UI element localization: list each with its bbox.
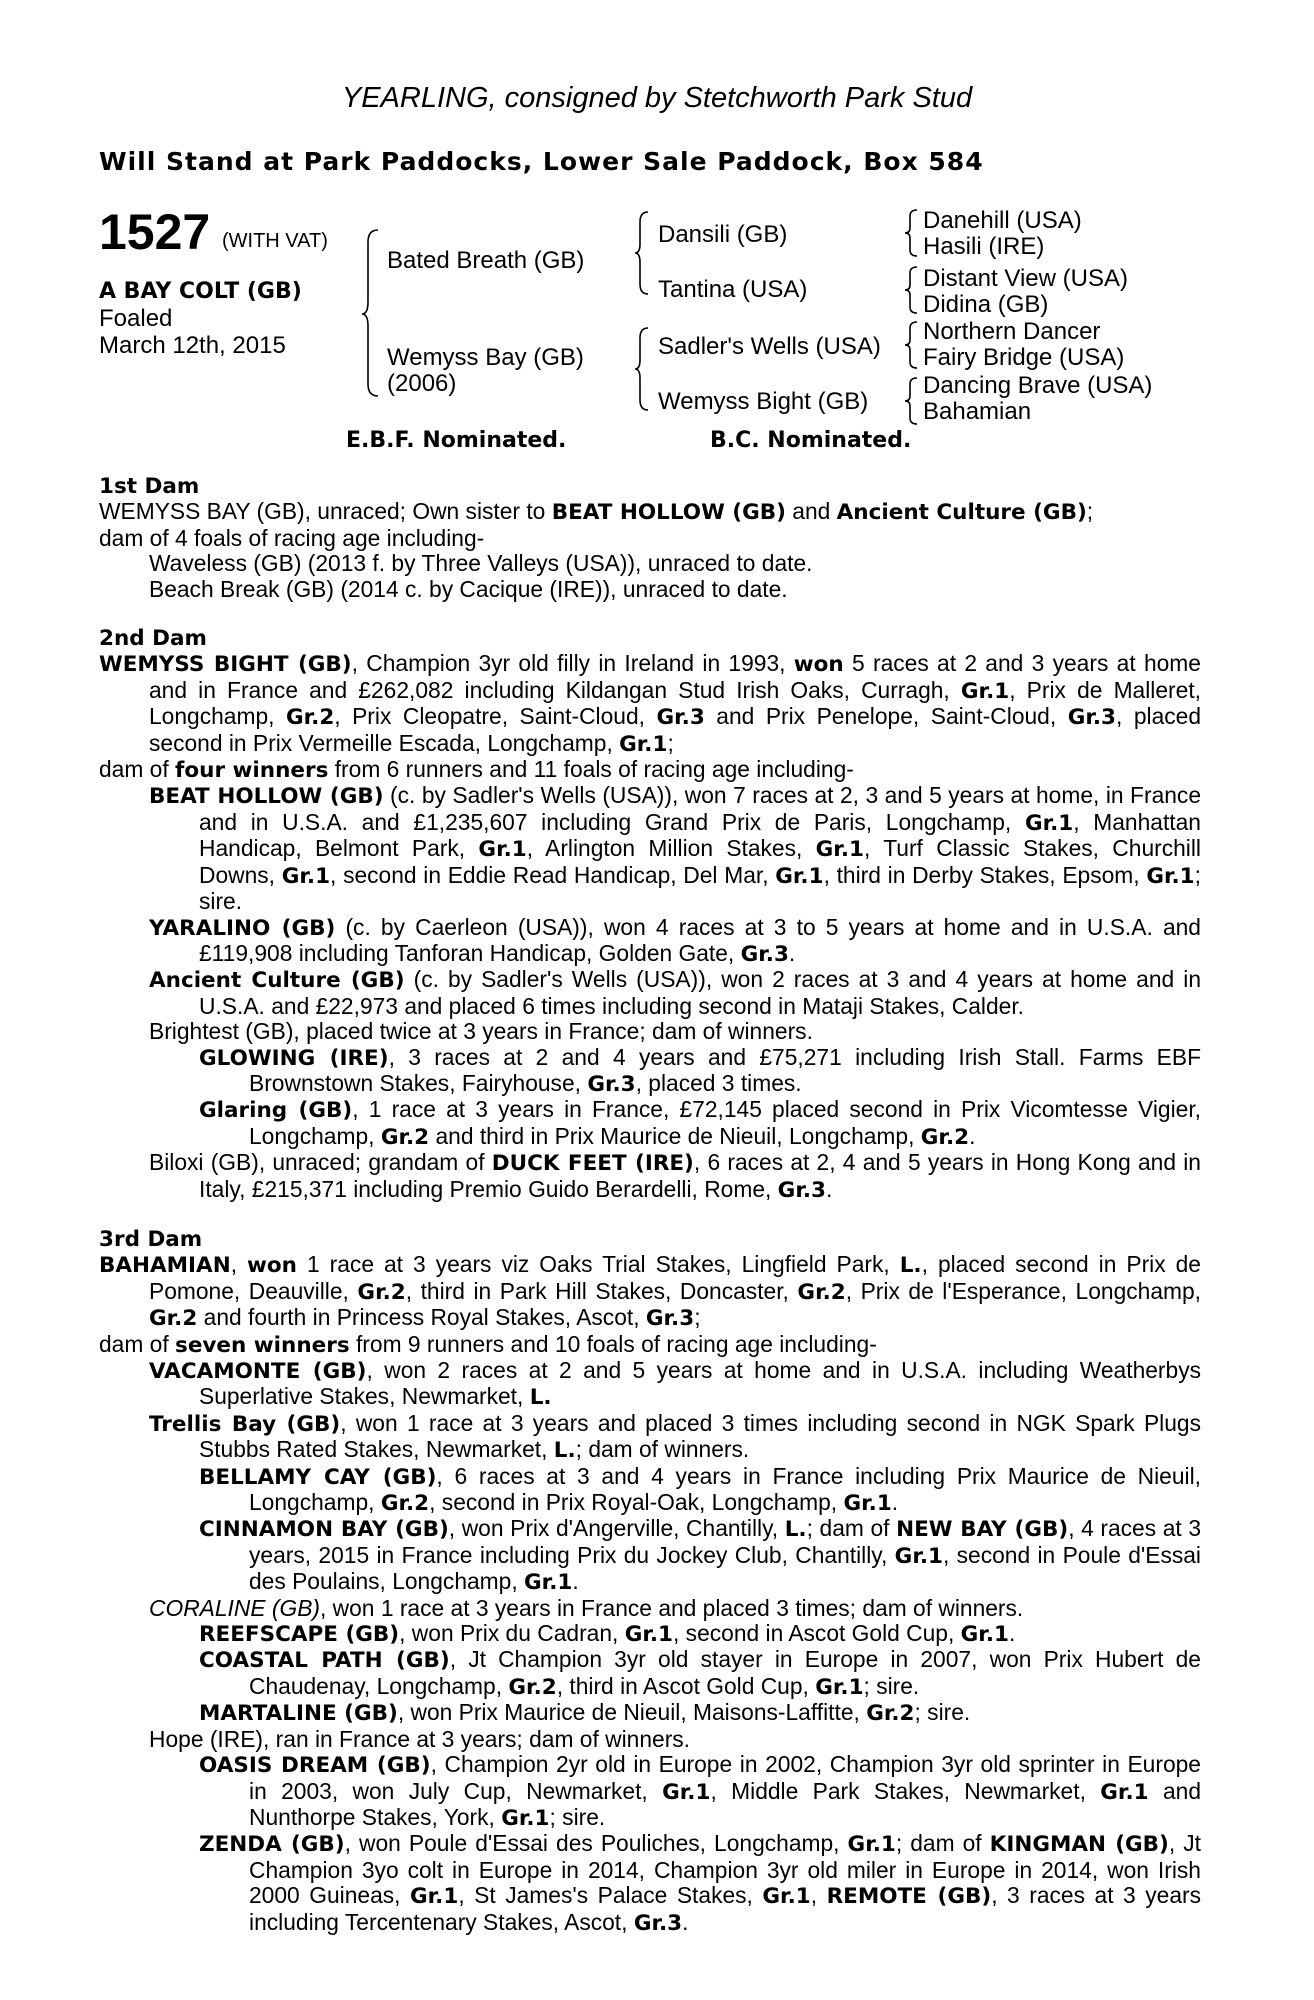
pedigree-brace-sire bbox=[634, 210, 658, 296]
bc-nominated: B.C. Nominated. bbox=[710, 428, 912, 453]
bold-text: Gr.1 bbox=[894, 1543, 943, 1569]
bold-text: Gr.2 bbox=[508, 1674, 557, 1700]
text-run: 1 race at 3 years viz Oaks Trial Stakes, Lingfield Park, bbox=[296, 1251, 900, 1278]
pedigree-g8: Bahamian bbox=[923, 398, 1032, 425]
text-run: ; dam of bbox=[806, 1515, 897, 1542]
text-run: . bbox=[572, 1568, 579, 1595]
text-run: , third in Derby Stakes, Epsom, bbox=[823, 861, 1147, 888]
text-run: , 4 races at 3 years, 2015 in France including Prix du Jockey Club, Chantilly, bbox=[249, 1515, 1202, 1568]
text-run: WEMYSS BAY (GB), unraced; Own sister to bbox=[99, 498, 552, 525]
pedigree-paragraph bbox=[99, 499, 1201, 525]
bold-text: Gr.1 bbox=[847, 1832, 896, 1858]
text-run: , Champion 3yr old filly in Ireland in 1993, bbox=[351, 650, 794, 677]
text-run: . bbox=[891, 1489, 899, 1516]
bold-text: BELLAMY CAY (GB) bbox=[199, 1464, 437, 1490]
text-run: , placed second in Prix Vermeille Escada, Longchamp, bbox=[149, 703, 1202, 756]
text-run: ; sire. bbox=[914, 1699, 971, 1726]
bold-text: NEW BAY (GB) bbox=[896, 1517, 1069, 1543]
pedigree-brace-main bbox=[360, 228, 390, 398]
text-run: (c. by Caerleon (USA)), won 4 races at 3 to 5 years at home and in U.S.A. and £119,908 including Tanforan Handicap, Golden Gate, bbox=[199, 913, 1201, 966]
text-run: , Jt Champion 3yr old stayer in Europe in 2007, won Prix Hubert de Chaudenay, Longchamp, bbox=[249, 1646, 1201, 1699]
text-run: , Arlington Million Stakes, bbox=[526, 835, 816, 862]
pedigree-brace-g3 bbox=[903, 320, 923, 370]
bold-text: KINGMAN (GB) bbox=[989, 1832, 1169, 1858]
text-run: and Nunthorpe Stakes, York, bbox=[249, 1777, 1201, 1830]
text-run: and third in Prix Maurice de Nieuil, Longchamp, bbox=[429, 1122, 921, 1149]
bold-text: won bbox=[793, 652, 844, 678]
bold-text: Gr.3 bbox=[633, 1910, 683, 1936]
pedigree-sire: Bated Breath (GB) bbox=[387, 247, 585, 274]
text-run: ; sire. bbox=[199, 861, 1201, 915]
text-run: , won Prix d'Angerville, Chantilly, bbox=[448, 1515, 785, 1542]
text-run: from 9 runners and 10 foals of racing age including- bbox=[349, 1330, 877, 1357]
text-run: , third in Ascot Gold Cup, bbox=[556, 1672, 816, 1699]
text-run: from 6 runners and 11 foals of racing age including- bbox=[328, 756, 854, 783]
pedigree-g3: Distant View (USA) bbox=[923, 265, 1128, 292]
bold-text: Trellis Bay (GB) bbox=[149, 1411, 341, 1437]
italic-text: CORALINE (GB) bbox=[149, 1594, 320, 1621]
pedigree-dam-year: (2006) bbox=[387, 370, 457, 397]
text-run: , 1 race at 3 years in France, £72,145 placed second in Prix Vicomtesse Vigier, Longchamp, bbox=[249, 1096, 1201, 1149]
bold-text: Ancient Culture (GB) bbox=[149, 968, 405, 994]
text-run: , second in Eddie Read Handicap, Del Mar, bbox=[330, 861, 776, 888]
text-run: 5 races at 2 and 3 years at home and in France and £262,082 including Kildangan Stud Irish Oaks, Curragh, bbox=[149, 650, 1201, 703]
text-run: Biloxi (GB), unraced; grandam of bbox=[149, 1149, 492, 1176]
bold-text: Gr.2 bbox=[380, 1491, 430, 1517]
text-run: Brightest (GB), placed twice at 3 years in France; dam of winners. bbox=[149, 1018, 813, 1045]
pedigree-paragraph bbox=[99, 526, 1201, 551]
bold-text: Glaring (GB) bbox=[199, 1098, 353, 1124]
pedigree-paragraph bbox=[99, 1596, 1201, 1621]
text-run: , 6 races at 2, 4 and 5 years in Hong Kong and in Italy, £215,371 including Premio Guido Berardelli, Rome, bbox=[199, 1149, 1201, 1202]
bold-text: Gr.1 bbox=[501, 1805, 550, 1831]
bold-text: BAHAMIAN bbox=[99, 1253, 231, 1279]
section-heading: 1st Dam bbox=[99, 474, 200, 499]
text-run: and Prix Penelope, Saint-Cloud, bbox=[704, 703, 1068, 730]
text-run: , Prix de l'Esperance, Longchamp, bbox=[845, 1277, 1202, 1304]
section-gap bbox=[99, 1203, 1201, 1227]
text-run: ; bbox=[694, 1304, 701, 1331]
pedigree-paragraph bbox=[99, 1252, 1201, 1331]
pedigree-paragraph bbox=[99, 551, 1201, 576]
bold-text: Gr.1 bbox=[960, 1622, 1009, 1648]
bold-text: Gr.1 bbox=[1100, 1779, 1149, 1805]
pedigree-paragraph bbox=[99, 577, 1201, 602]
text-run: . bbox=[969, 1122, 976, 1149]
pedigree-sire-sire: Dansili (GB) bbox=[658, 221, 788, 248]
text-run: ; bbox=[667, 729, 674, 756]
text-run: , second in Poule d'Essai des Poulains, Longchamp, bbox=[249, 1541, 1201, 1595]
text-run: , third in Park Hill Stakes, Doncaster, bbox=[405, 1277, 798, 1304]
pedigree-brace-g1 bbox=[903, 208, 923, 258]
text-run: (c. by Sadler's Wells (USA)), won 2 races at 3 and 4 years at home and in U.S.A. and £22,973 and placed 6 times including second in Mataji Stakes, Calder. bbox=[199, 966, 1201, 1019]
text-run: , Prix de Malleret, Longchamp, bbox=[149, 676, 1201, 730]
text-run: , won 2 races at 2 and 5 years at home and in U.S.A. including Weatherbys Superlative Stakes, Newmarket, bbox=[199, 1357, 1201, 1410]
pedigree-paragraph bbox=[99, 1647, 1201, 1700]
bold-text: Ancient Culture (GB) bbox=[836, 500, 1087, 526]
text-run: , Turf Classic Stakes, Churchill Downs, bbox=[199, 835, 1201, 888]
text-run: , 6 races at 3 and 4 years in France including Prix Maurice de Nieuil, Longchamp, bbox=[249, 1462, 1201, 1516]
bold-text: Gr.1 bbox=[960, 678, 1010, 704]
bold-text: Gr.1 bbox=[662, 1779, 711, 1805]
text-run: dam of bbox=[99, 756, 176, 783]
bold-text: Gr.2 bbox=[149, 1306, 198, 1332]
text-run: ; dam of winners. bbox=[575, 1436, 750, 1463]
pedigree-dam-sire: Sadler's Wells (USA) bbox=[658, 333, 881, 360]
section-heading: 3rd Dam bbox=[99, 1226, 203, 1252]
bold-text: Gr.2 bbox=[380, 1124, 430, 1150]
text-run: , Prix Cleopatre, Saint-Cloud, bbox=[334, 703, 657, 730]
bold-text: seven winners bbox=[175, 1332, 350, 1358]
bold-text: BEAT HOLLOW (GB) bbox=[551, 500, 786, 526]
pedigree-paragraph bbox=[99, 967, 1201, 1019]
bold-text: VACAMONTE (GB) bbox=[149, 1359, 367, 1384]
bold-text: GLOWING (IRE) bbox=[199, 1045, 389, 1071]
bold-text: Gr.2 bbox=[920, 1124, 970, 1150]
bold-text: Gr.3 bbox=[645, 1306, 695, 1332]
text-run: , placed second in Prix de Pomone, Deauville, bbox=[149, 1251, 1201, 1304]
bold-text: Gr.1 bbox=[281, 863, 331, 889]
text-run: , Manhattan Handicap, Belmont Park, bbox=[199, 808, 1201, 862]
text-run: , bbox=[230, 1251, 248, 1278]
text-run: dam of bbox=[99, 1330, 176, 1357]
dam-line-text bbox=[99, 474, 1201, 1936]
bold-text: Gr.1 bbox=[410, 1884, 459, 1910]
text-run: . bbox=[825, 1175, 833, 1202]
ebf-nominated: E.B.F. Nominated. bbox=[346, 428, 567, 453]
pedigree-paragraph bbox=[99, 757, 1201, 783]
text-run: Beach Break (GB) (2014 c. by Cacique (IRE)), unraced to date. bbox=[149, 575, 788, 602]
pedigree-brace-g2 bbox=[903, 265, 923, 315]
text-run: , Jt Champion 3yo colt in Europe in 2014, Champion 3yr old miler in Europe in 2014, won Irish 2000 Guineas, bbox=[249, 1830, 1201, 1909]
bold-text: Gr.3 bbox=[656, 705, 705, 731]
text-run: . bbox=[1008, 1620, 1016, 1647]
text-run: , Champion 2yr old in Europe in 2002, Champion 3yr old sprinter in Europe in 2003, won July Cup, Newmarket, bbox=[249, 1751, 1201, 1804]
text-run: , 3 races at 3 years including Tercentenary Stakes, Ascot, bbox=[249, 1882, 1201, 1935]
pedigree-g7: Dancing Brave (USA) bbox=[923, 372, 1153, 399]
stand-location: Will Stand at Park Paddocks, Lower Sale Paddock, Box 584 bbox=[99, 147, 984, 176]
bold-text: DUCK FEET (IRE) bbox=[491, 1151, 694, 1177]
pedigree-paragraph bbox=[99, 1464, 1201, 1517]
pedigree-paragraph bbox=[99, 1332, 1201, 1358]
bold-text: L. bbox=[553, 1438, 576, 1464]
foaled-label: Foaled bbox=[99, 305, 173, 332]
pedigree-sire-dam: Tantina (USA) bbox=[658, 276, 808, 303]
bold-text: OASIS DREAM (GB) bbox=[199, 1753, 431, 1779]
foaled-date: March 12th, 2015 bbox=[99, 332, 286, 359]
text-run: ; bbox=[1086, 498, 1094, 525]
bold-text: Gr.1 bbox=[1146, 863, 1195, 889]
text-run: . bbox=[682, 1908, 689, 1935]
text-run: . bbox=[788, 939, 796, 966]
consignor-line: YEARLING, consigned by Stetchworth Park Stud bbox=[341, 82, 973, 114]
bold-text: MARTALINE (GB) bbox=[199, 1701, 398, 1727]
pedigree-paragraph bbox=[99, 1621, 1201, 1647]
bold-text: ZENDA (GB) bbox=[199, 1832, 345, 1858]
pedigree-paragraph bbox=[99, 1700, 1201, 1726]
pedigree-dam-dam: Wemyss Bight (GB) bbox=[658, 388, 869, 415]
pedigree-paragraph bbox=[99, 1150, 1201, 1203]
pedigree-paragraph bbox=[99, 915, 1201, 968]
text-run: dam of 4 foals of racing age including- bbox=[99, 524, 485, 551]
bold-text: Gr.2 bbox=[866, 1701, 915, 1727]
text-run: , won Prix Maurice de Nieuil, Maisons-Laffitte, bbox=[397, 1699, 867, 1726]
pedigree-paragraph bbox=[99, 1411, 1201, 1464]
bold-text: four winners bbox=[175, 758, 329, 784]
text-run: , 3 races at 2 and 4 years and £75,271 including Irish Stall. Farms EBF Brownstown Stakes, Fairyhouse, bbox=[249, 1043, 1201, 1096]
bold-text: won bbox=[247, 1253, 297, 1279]
text-run: and fourth in Princess Royal Stakes, Ascot, bbox=[197, 1304, 646, 1331]
bold-text: WEMYSS BIGHT (GB) bbox=[99, 652, 352, 678]
text-run: ; sire. bbox=[549, 1803, 606, 1830]
bold-text: Gr.3 bbox=[1067, 705, 1116, 731]
text-run: , won 1 race at 3 years and placed 3 times including second in NGK Spark Plugs Stubbs Rated Stakes, Newmarket, bbox=[199, 1409, 1201, 1463]
bold-text: COASTAL PATH (GB) bbox=[199, 1648, 450, 1674]
pedigree-g4: Didina (GB) bbox=[923, 291, 1049, 318]
pedigree-paragraph bbox=[99, 1097, 1201, 1150]
text-run: Waveless (GB) (2013 f. by Three Valleys (USA)), unraced to date. bbox=[149, 550, 813, 577]
bold-text: Gr.1 bbox=[762, 1884, 811, 1910]
bold-text: L. bbox=[529, 1385, 552, 1411]
pedigree-paragraph bbox=[99, 1045, 1201, 1098]
text-run: ; dam of bbox=[895, 1830, 990, 1857]
bold-text: Gr.1 bbox=[1024, 810, 1074, 836]
pedigree-paragraph bbox=[99, 1019, 1201, 1044]
bold-text: Gr.1 bbox=[619, 731, 668, 757]
text-run: , St James's Palace Stakes, bbox=[458, 1882, 763, 1909]
text-run: and bbox=[785, 498, 837, 525]
text-run: , won 1 race at 3 years in France and placed 3 times; dam of winners. bbox=[320, 1594, 1024, 1621]
bold-text: L. bbox=[899, 1253, 922, 1279]
pedigree-paragraph bbox=[99, 1727, 1201, 1752]
text-run: , second in Prix Royal-Oak, Longchamp, bbox=[429, 1489, 844, 1516]
bold-text: Gr.2 bbox=[357, 1279, 406, 1305]
text-run: , won Prix du Cadran, bbox=[399, 1620, 625, 1647]
text-run: , bbox=[810, 1882, 827, 1909]
bold-text: REEFSCAPE (GB) bbox=[199, 1622, 400, 1648]
pedigree-brace-g4 bbox=[903, 376, 923, 426]
pedigree-paragraph bbox=[99, 783, 1201, 914]
horse-name: A BAY COLT (GB) bbox=[99, 279, 302, 304]
bold-text: Gr.3 bbox=[740, 941, 789, 967]
text-run: Hope (IRE), ran in France at 3 years; dam of winners. bbox=[149, 1725, 691, 1752]
pedigree-paragraph bbox=[99, 1516, 1201, 1595]
bold-text: Gr.1 bbox=[524, 1570, 573, 1596]
pedigree-paragraph bbox=[99, 1831, 1201, 1936]
pedigree-brace-dam bbox=[634, 326, 658, 412]
section-heading: 2nd Dam bbox=[99, 626, 207, 652]
pedigree-g5: Northern Dancer bbox=[923, 318, 1101, 345]
text-run: , second in Ascot Gold Cup, bbox=[673, 1620, 961, 1647]
bold-text: Gr.1 bbox=[843, 1491, 892, 1517]
text-run: (c. by Sadler's Wells (USA)), won 7 races at 2, 3 and 5 years at home, in France and in U.S.A. and £1,235,607 including Grand Prix de Paris, Longchamp, bbox=[199, 782, 1201, 835]
pedigree-paragraph bbox=[99, 651, 1201, 757]
bold-text: Gr.3 bbox=[777, 1177, 826, 1203]
text-run: , Middle Park Stakes, Newmarket, bbox=[710, 1777, 1101, 1804]
pedigree-dam: Wemyss Bay (GB) bbox=[387, 344, 584, 371]
pedigree-g1: Danehill (USA) bbox=[923, 207, 1082, 234]
bold-text: Gr.1 bbox=[815, 1674, 864, 1700]
bold-text: Gr.3 bbox=[587, 1071, 636, 1097]
bold-text: BEAT HOLLOW (GB) bbox=[149, 784, 384, 810]
bold-text: L. bbox=[784, 1517, 807, 1543]
bold-text: Gr.1 bbox=[624, 1622, 673, 1648]
pedigree-paragraph bbox=[99, 1752, 1201, 1831]
section-gap bbox=[99, 602, 1201, 626]
bold-text: Gr.2 bbox=[797, 1279, 846, 1305]
bold-text: Gr.1 bbox=[478, 837, 527, 863]
text-run: , placed 3 times. bbox=[635, 1069, 802, 1096]
bold-text: Gr.1 bbox=[775, 863, 824, 889]
bold-text: YARALINO (GB) bbox=[149, 915, 336, 941]
pedigree-g6: Fairy Bridge (USA) bbox=[923, 344, 1125, 371]
pedigree-g2: Hasili (IRE) bbox=[923, 233, 1045, 260]
text-run: , won Poule d'Essai des Pouliches, Longchamp, bbox=[344, 1830, 848, 1857]
text-run: ; sire. bbox=[863, 1672, 920, 1699]
pedigree-paragraph bbox=[99, 1358, 1201, 1411]
bold-text: REMOTE (GB) bbox=[826, 1884, 992, 1910]
bold-text: Gr.2 bbox=[285, 705, 335, 731]
lot-number: 1527 bbox=[99, 204, 211, 260]
bold-text: CINNAMON BAY (GB) bbox=[199, 1517, 449, 1543]
lot-vat-note: (WITH VAT) bbox=[222, 230, 328, 252]
bold-text: Gr.1 bbox=[815, 837, 864, 863]
